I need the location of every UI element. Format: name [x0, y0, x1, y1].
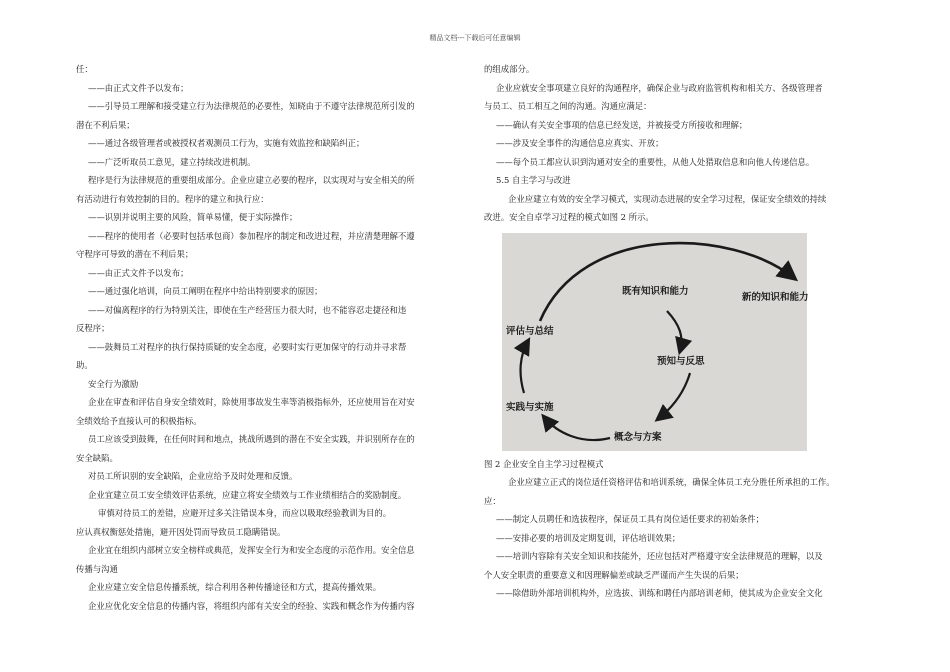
right-column [484, 60, 879, 603]
label-existing-knowledge: 既有知识和能力 [622, 285, 689, 297]
paragraph-line: 5.5 自主学习与改进 [496, 175, 571, 185]
paragraph-line: 安全缺陷。 [76, 452, 118, 463]
paragraph-line: 应认真权衡惩处措施，避开因处罚而导致员工隐瞒错误。 [76, 526, 286, 537]
label-new-knowledge: 新的知识和能力 [742, 291, 809, 303]
paragraph-line: 对员工所识别的安全缺陷，企业应给予及时处理和反馈。 [88, 471, 298, 481]
paragraph-line: 守程序可导致的潜在不利后果； [76, 249, 194, 259]
cycle-arrows [502, 233, 807, 451]
paragraph-line: 企业应建立安全信息传播系统，综合利用各种传播途径和方式，提高传播效果。 [88, 582, 382, 592]
paragraph-line: ——鼓舞员工对程序的执行保持质疑的安全态度，必要时实行更加保守的行动并寻求帮 [88, 341, 407, 352]
paragraph-line: 企业在审查和评估自身安全绩效时，除使用事故发生率等消极指标外，还应使用旨在对安 [88, 397, 415, 407]
paragraph-line: 审慎对待员工的差错，应避开过多关注错误本身，而应以吸取经验教训为目的。 [98, 508, 392, 518]
paragraph-line: 企业应建立有效的安全学习模式，实现动态进展的安全学习过程，保证安全绩效的持续 [508, 193, 827, 204]
label-concept-plan: 概念与方案 [614, 431, 662, 443]
paragraph-line: 有活动进行有效控制的目的。程序的建立和执行应： [76, 193, 269, 204]
paragraph-line: 改进。安全自卓学习过程的模式如图 2 所示。 [484, 212, 654, 222]
paragraph-line: ——由正式文件予以发布； [88, 267, 189, 278]
paragraph-line: ——识别并说明主要的风险，简单易懂，便于实际操作； [88, 212, 298, 222]
paragraph-line: ——培训内容除有关安全知识和技能外，还应包括对严格遵守安全法律规范的理解，以及 [496, 551, 823, 561]
paragraph-line: 反程序； [76, 323, 110, 333]
arrow-predict-to-concept [658, 373, 690, 419]
left-column [76, 60, 471, 615]
paragraph-line: ——制定人员聘任和选拔程序，保证员工具有岗位适任要求的初始条件； [496, 514, 764, 524]
paragraph-line: 企业应建立正式的岗位适任资格评估和培训系统，确保全体员工充分胜任所承担的工作。 [508, 477, 835, 487]
arrow-practice-to-evaluate [521, 341, 528, 393]
paragraph-line: 企业应就安全事项建立良好的沟通程序，确保企业与政府监管机构和相关方、各级管理者 [496, 82, 823, 93]
paragraph-line: 员工应该受到鼓舞，在任何时间和地点，挑战所遇到的潜在不安全实践，并识别所存在的 [88, 434, 415, 444]
paragraph-line: ——广泛听取员工意见，建立持续改进机制。 [88, 156, 256, 167]
paragraph-line: 助。 [76, 360, 93, 370]
label-predict-reflect: 预知与反思 [657, 355, 705, 367]
arrow-concept-to-practice [544, 417, 610, 440]
paragraph-line: 任： [76, 64, 93, 74]
paragraph-line: 与员工、员工相互之间的沟通。沟通应满足： [484, 101, 652, 111]
right-column-top-text [484, 60, 879, 227]
paragraph-line: ——每个员工都应认识到沟通对安全的重要性，从他人处猎取信息和向他人传递信息。 [496, 156, 815, 167]
paragraph-line: ——安排必要的培训及定期复训，评估培训效果； [496, 532, 681, 543]
paragraph-line: 的组成部分。 [484, 64, 535, 74]
paragraph-line: 企业应优化安全信息的传播内容，将组织内部有关安全的经验、实践和概念作为传播内容 [88, 600, 415, 611]
paragraph-line: ——通过强化培训，向员工阐明在程序中给出特别要求的原因； [88, 286, 323, 296]
paragraph-line: ——由正式文件予以发布； [88, 82, 189, 93]
label-practice-implement: 实践与实施 [506, 401, 554, 413]
paragraph-line: ——对偏离程序的行为特别关注，即使在生产经营压力很大时，也不能容忍走捷径和违 [88, 304, 407, 315]
paragraph-line: 程序是行为法律规范的重要组成部分。企业应建立必要的程序，以实现对与安全相关的所 [88, 175, 415, 185]
arrow-existing-to-predict [667, 311, 681, 351]
paragraph-line: ——确认有关安全事项的信息已经发送，并被接受方所接收和理解； [496, 119, 748, 130]
paragraph-line: 全绩效给予直接认可的积极指标。 [76, 415, 202, 426]
learning-cycle-figure [502, 233, 807, 451]
paragraph-line: 企业宜建立员工安全绩效评估系统，应建立将安全绩效与工作业绩相结合的奖励制度。 [88, 489, 407, 500]
paragraph-line: 安全行为激励 [88, 378, 139, 389]
paragraph-line: ——程序的使用者（必要时包括承包商）参加程序的制定和改进过程，并应清楚理解不遵 [88, 230, 415, 241]
page-header: 精品文档---下载后可任意编辑 [429, 34, 521, 42]
paragraph-line: 传播与沟通 [76, 563, 118, 574]
paragraph-line: 潜在不利后果； [76, 119, 135, 130]
right-column-bottom-text [484, 455, 879, 603]
paragraph-line: 个人安全职责的重要意义和因理解偏差或缺乏严谨而产生失误的后果； [484, 569, 744, 580]
paragraph-line: 图 2 企业安全自主学习过程模式 [484, 458, 604, 469]
paragraph-line: ——引导员工理解和接受建立行为法律规范的必要性，知晓由于不遵守法律规范所引发的 [88, 101, 415, 111]
paragraph-line: 应： [484, 495, 501, 506]
label-evaluate-summary: 评估与总结 [506, 325, 554, 337]
paragraph-line: ——通过各级管理者或被授权者观测员工行为，实施有效监控和缺陷纠正； [88, 138, 365, 148]
paragraph-line: ——涉及安全事件的沟通信息应真实、开放； [496, 138, 664, 148]
paragraph-line: 企业宜在组织内部树立安全榜样或典范，发挥安全行为和安全态度的示范作用。安全信息 [88, 545, 415, 555]
paragraph-line: ——除借助外部培训机构外，应选拔、训练和聘任内部培训老师，使其成为企业安全文化 [496, 588, 823, 598]
